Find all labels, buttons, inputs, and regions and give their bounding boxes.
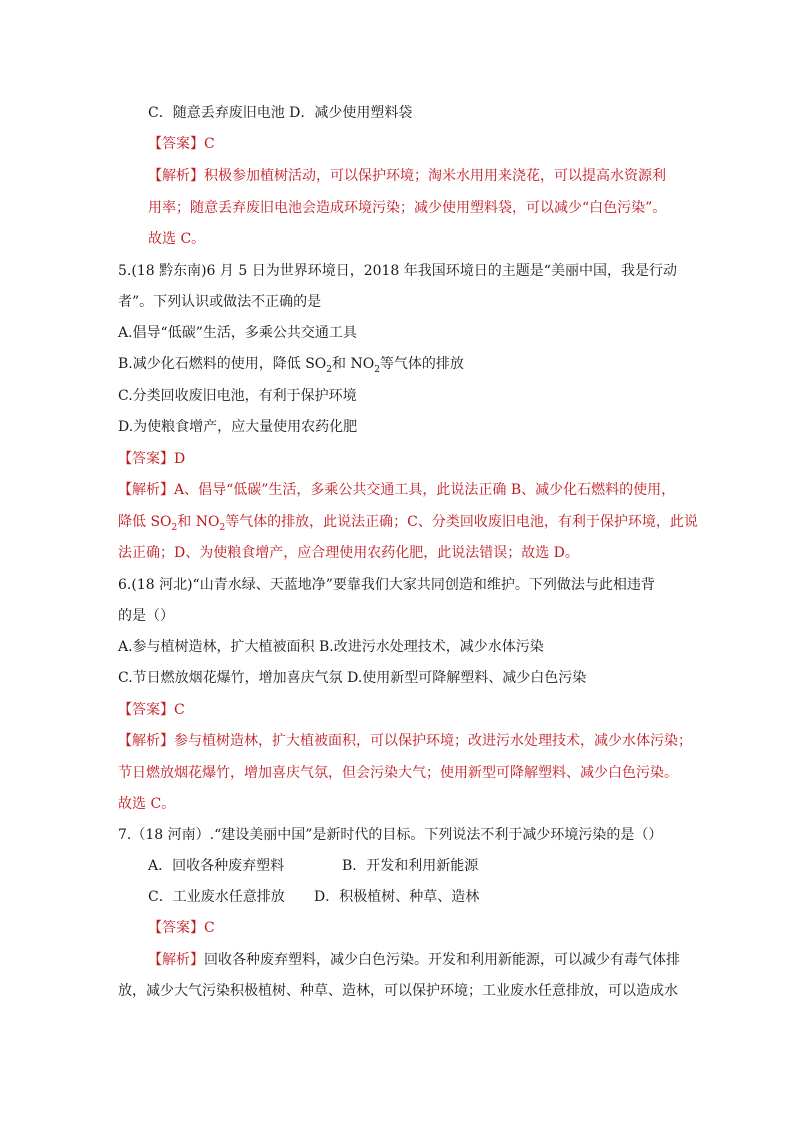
answer-tag: 【答案】 (118, 702, 174, 718)
q4-analysis-line-1: 【解析】积极参加植树活动，可以保护环境；淘米水用用来浇花，可以提高水资源利 (148, 168, 666, 184)
analysis-tag: 【解析】 (148, 168, 204, 184)
answer-tag: 【答案】 (118, 451, 174, 467)
q7-option-b: B．开发和利用新能源 (342, 858, 479, 874)
q6-stem-line-2: 的是（） (118, 608, 174, 624)
analysis-tag: 【解析】 (118, 482, 174, 498)
q4-analysis-line-3: 故选 C。 (148, 231, 206, 247)
q7-option-c: C．工业废水任意排放 (148, 889, 285, 905)
q6-options-cd: C.节日燃放烟花爆竹，增加喜庆气氛 D.使用新型可降解塑料、减少白色污染 (118, 670, 587, 686)
answer-value: D (174, 451, 186, 467)
q5-option-a: A.倡导“低碳”生活，多乘公共交通工具 (118, 325, 357, 341)
analysis-tag: 【解析】 (118, 733, 174, 749)
q5-option-b: B.减少化石燃料的使用，降低 $SO_2$和 $NO_2$等气体的排放 (118, 356, 464, 375)
q7-analysis-line-2: 放，减少大气污染积极植树、种草、造林，可以保护环境；工业废水任意排放，可以造成水 (118, 983, 678, 999)
q5-answer (118, 449, 185, 469)
answer-value: C (204, 920, 215, 936)
q6-answer (118, 700, 185, 720)
q7-answer (148, 918, 215, 938)
answer-value: C (204, 136, 215, 152)
q7-stem: 7.（18 河南）.“建设美丽中国”是新时代的目标。下列说法不利于减少环境污染的是（） (118, 827, 663, 843)
q5-stem-line-1: 5.(18 黔东南)6 月 5 日为世界环境日，2018 年我国环境日的主题是“美丽中国，我是行动 (118, 263, 677, 279)
q4-options-cd: C．随意丢弃废旧电池 D．减少使用塑料袋 (148, 105, 413, 121)
q7-option-d: D．积极植树、种草、造林 (314, 889, 480, 905)
answer-value: C (174, 702, 185, 718)
q5-option-d: D.为使粮食增产，应大量使用农药化肥 (118, 419, 358, 435)
q4-analysis-line-2: 用率；随意丢弃废旧电池会造成环境污染；减少使用塑料袋，可以减少“白色污染”。 (148, 200, 667, 216)
q5-option-c: C.分类回收废旧电池，有利于保护环境 (118, 388, 357, 404)
q6-stem-line-1: 6.(18 河北)“山青水绿、天蓝地净”要靠我们大家共同创造和维护。下列做法与此相违背 (118, 577, 655, 593)
answer-tag: 【答案】 (148, 920, 204, 936)
q6-options-ab: A.参与植树造林，扩大植被面积 B.改进污水处理技术，减少水体污染 (118, 639, 544, 655)
q5-analysis-line-3: 法正确；D、为使粮食增产，应合理使用农药化肥，此说法错误；故选 D。 (118, 545, 579, 561)
q5-stem-line-2: 者”。下列认识或做法不正确的是 (118, 294, 322, 310)
q6-analysis-line-1: 【解析】参与植树造林，扩大植被面积，可以保护环境；改进污水处理技术，减少水体污染； (118, 733, 692, 749)
q6-analysis-line-3: 故选 C。 (118, 796, 176, 812)
q5-analysis-line-2: 降低 $SO_2$和 $NO_2$等气体的排放，此说法正确；C、分类回收废旧电池，有利于保护环境，此说 (118, 514, 698, 533)
answer-tag: 【答案】 (148, 136, 204, 152)
analysis-tag: 【解析】 (148, 952, 204, 968)
q6-analysis-line-2: 节日燃放烟花爆竹，增加喜庆气氛，但会污染大气；使用新型可降解塑料、减少白色污染。 (118, 765, 678, 781)
q7-analysis-line-1: 【解析】回收各种废弃塑料，减少白色污染。开发和利用新能源，可以减少有毒气体排 (148, 952, 680, 968)
q5-analysis-line-1: 【解析】A、倡导“低碳”生活，多乘公共交通工具，此说法正确 B、减少化石燃料的使用， (118, 482, 676, 498)
q7-option-a: A．回收各种废弃塑料 (148, 858, 285, 874)
q4-answer (148, 134, 215, 154)
